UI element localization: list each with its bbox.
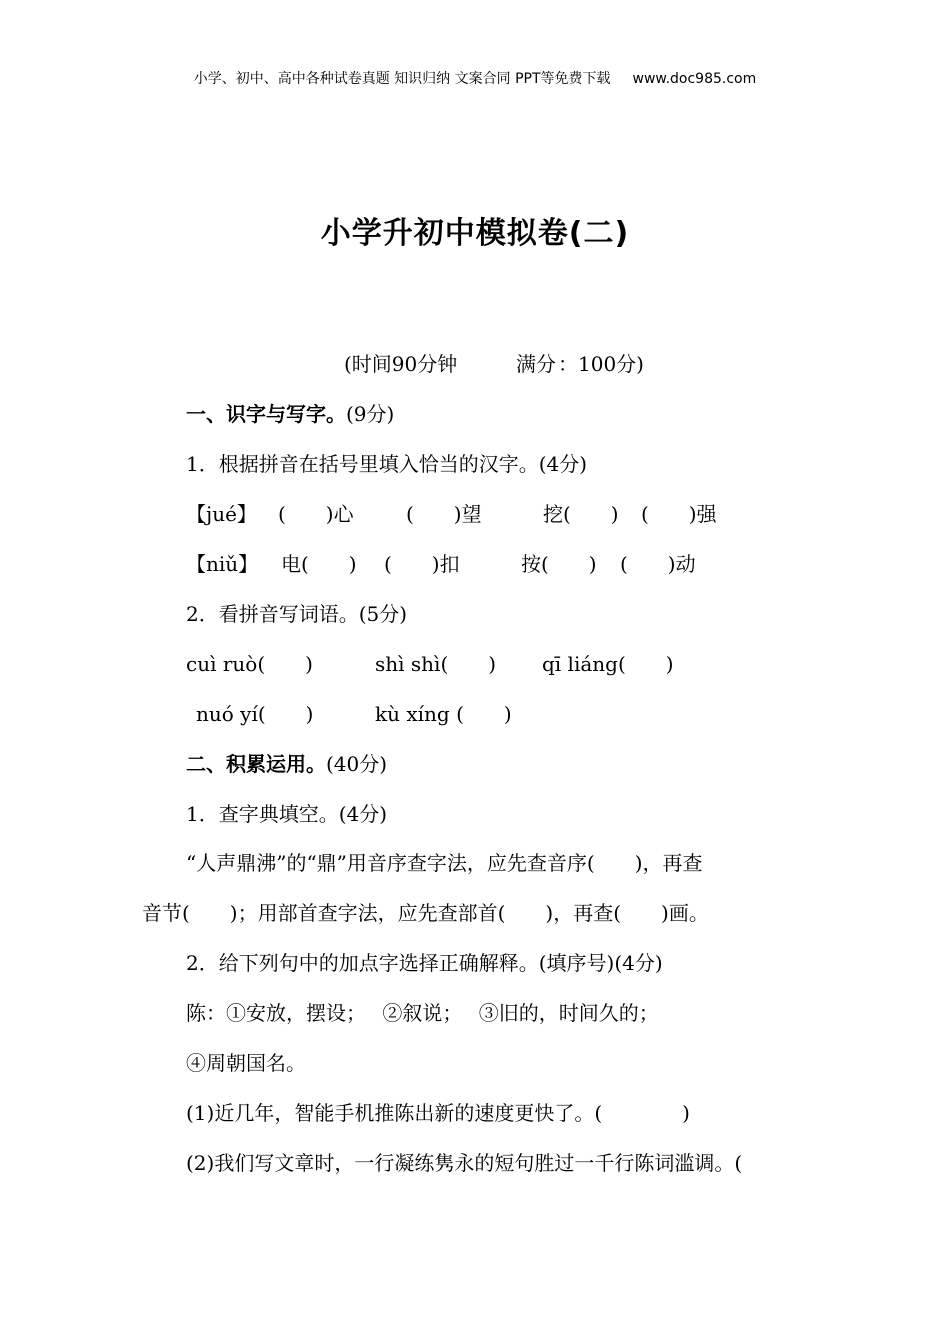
section2-title: 二、积累运用。 bbox=[186, 752, 326, 776]
exam-score-value: ：100分) bbox=[558, 352, 644, 376]
blank-item: ( )动 bbox=[620, 552, 696, 576]
blank-item: 挖( ) bbox=[543, 502, 619, 526]
blank-item: ( )扣 bbox=[384, 552, 460, 576]
pinyin-jue: 【jué】 bbox=[186, 502, 257, 526]
exam-score-label: 满分 bbox=[516, 352, 556, 376]
s2-q2-sentence-2: (2)我们写文章时，一行凝练隽永的短句胜过一千行陈词滥调。( bbox=[186, 1151, 743, 1175]
page-title: 小学升初中模拟卷(二) bbox=[320, 216, 630, 251]
s1-q2-row2 bbox=[196, 700, 796, 728]
s2-q1-line2: 音节( )；用部首查字法，应先查部首( )，再查( )画。 bbox=[142, 901, 709, 925]
header-text: 小学、初中、高中各种试卷真题 知识归纳 文案合同 PPT等免费下载 bbox=[193, 71, 611, 87]
s2-q2-options-2: ④周朝国名。 bbox=[186, 1051, 306, 1075]
s2-q1-stem: 1．查字典填空。(4分) bbox=[186, 802, 388, 826]
section2-points: (40分) bbox=[326, 752, 388, 776]
s2-q2-options-1: 陈：①安放，摆设； ②叙说； ③旧的，时间久的； bbox=[186, 1001, 659, 1025]
s2-q2-sentence-1: (1)近几年，智能手机推陈出新的速度更快了。( ) bbox=[186, 1101, 690, 1125]
blank-item: 按( ) bbox=[521, 552, 597, 576]
pinyin-niu: 【niǔ】 bbox=[186, 552, 259, 576]
pinyin-item: qī liáng( ) bbox=[542, 652, 674, 676]
blank-item: ( )强 bbox=[641, 502, 717, 526]
section1-heading bbox=[186, 400, 394, 428]
s1-q1-stem: 1．根据拼音在括号里填入恰当的汉字。(4分) bbox=[186, 452, 588, 476]
section2-heading bbox=[186, 750, 387, 778]
s2-q2-stem: 2．给下列句中的加点字选择正确解释。(填序号)(4分) bbox=[186, 951, 663, 975]
header-url[interactable]: www.doc985.com bbox=[632, 71, 757, 87]
pinyin-item: kù xíng ( ) bbox=[375, 702, 512, 726]
s1-q1-row2 bbox=[186, 550, 786, 578]
section1-title: 一、识字与写字。 bbox=[186, 402, 346, 426]
blank-item: ( )心 bbox=[278, 502, 354, 526]
s2-q1-line1: “人声鼎沸”的“鼎”用音序查字法，应先查音序( )，再查 bbox=[186, 851, 703, 875]
blank-item: ( )望 bbox=[406, 502, 482, 526]
s1-q2-row1 bbox=[186, 650, 786, 678]
exam-time: (时间90分钟 bbox=[344, 352, 458, 376]
s1-q1-row1 bbox=[186, 500, 786, 528]
pinyin-item: nuó yí( ) bbox=[196, 702, 314, 726]
blank-item: 电( ) bbox=[281, 552, 357, 576]
pinyin-item: shì shì( ) bbox=[375, 652, 497, 676]
page-header bbox=[0, 68, 950, 88]
pinyin-item: cuì ruò( ) bbox=[186, 652, 313, 676]
s1-q2-stem: 2．看拼音写词语。(5分) bbox=[186, 602, 408, 626]
section1-points: (9分) bbox=[346, 402, 395, 426]
